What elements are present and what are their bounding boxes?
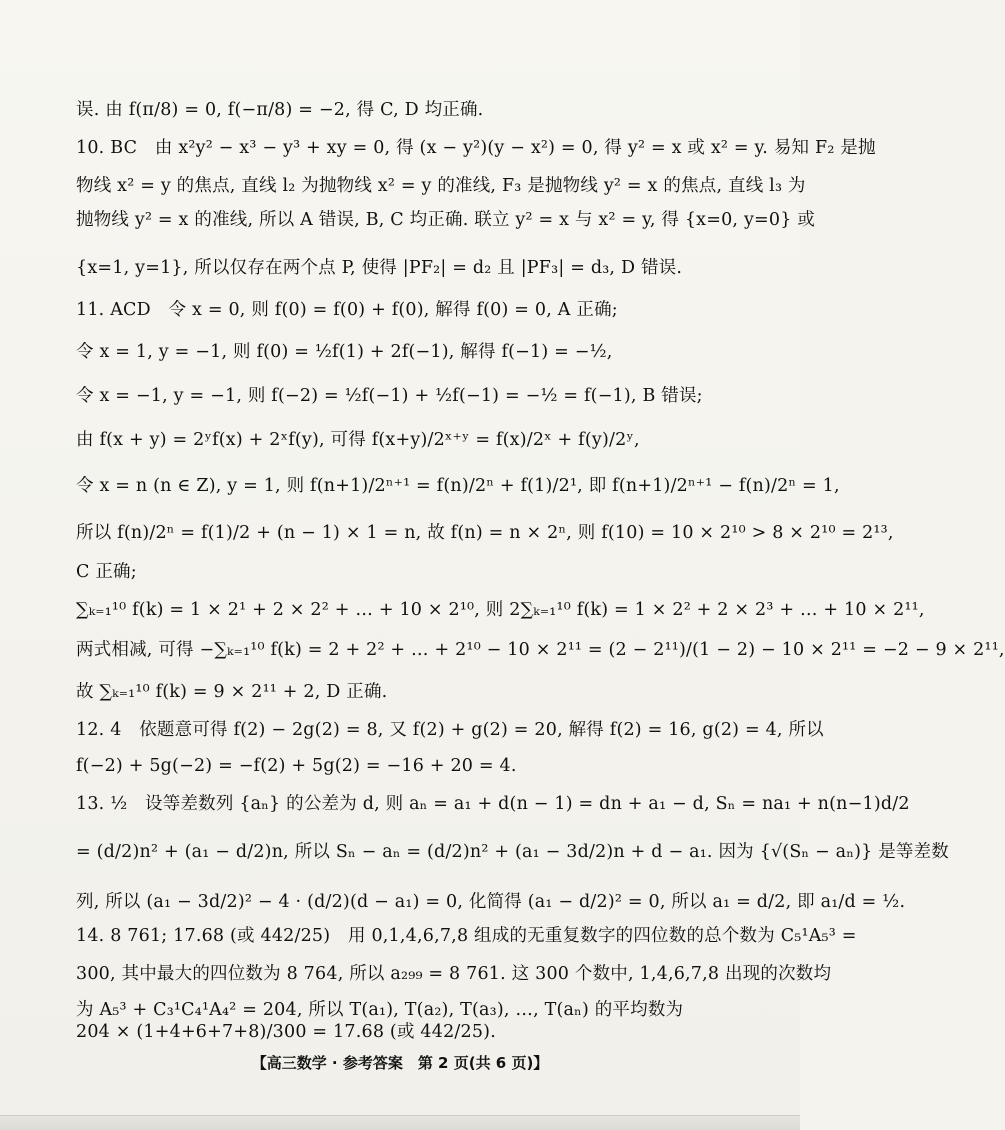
text-line: 由 f(x + y) = 2ʸf(x) + 2ˣf(y), 可得 f(x+y)/2ˣ⁺ʸ = f(x)/2ˣ + f(y)/2ʸ, (76, 430, 640, 450)
text-line: 误. 由 f(π/8) = 0, f(−π/8) = −2, 得 C, D 均正确. (76, 100, 484, 120)
text-line: 列, 所以 (a₁ − 3d/2)² − 4 · (d/2)(d − a₁) = 0, 化简得 (a₁ − d/2)² = 0, 所以 a₁ = d/2, 即 a₁/d = ½. (76, 892, 906, 912)
text-line: = (d/2)n² + (a₁ − d/2)n, 所以 Sₙ − aₙ = (d/2)n² + (a₁ − 3d/2)n + d − a₁. 因为 {√(Sₙ − aₙ)} 是等差数 (76, 842, 950, 862)
text-line: C 正确; (76, 562, 137, 582)
text-line: 令 x = −1, y = −1, 则 f(−2) = ½f(−1) + ½f(−1) = −½ = f(−1), B 错误; (76, 386, 703, 406)
text-line: 14. 8 761; 17.68 (或 442/25) 用 0,1,4,6,7,8 组成的无重复数字的四位数的总个数为 C₅¹A₅³ = (76, 926, 857, 946)
text-line: 所以 f(n)/2ⁿ = f(1)/2 + (n − 1) × 1 = n, 故 f(n) = n × 2ⁿ, 则 f(10) = 10 × 2¹⁰ > 8 × 2¹⁰ = 2¹³, (76, 523, 894, 543)
text-line: 两式相减, 可得 −∑ₖ₌₁¹⁰ f(k) = 2 + 2² + … + 2¹⁰ − 10 × 2¹¹ = (2 − 2¹¹)/(1 − 2) − 10 × 2¹¹ = −2 − 9 × 2¹¹, (76, 640, 1005, 660)
page-footer: 【高三数学 · 参考答案 第 2 页(共 6 页)】 (251, 1054, 549, 1072)
text-line: 故 ∑ₖ₌₁¹⁰ f(k) = 9 × 2¹¹ + 2, D 正确. (76, 682, 388, 702)
text-line: 物线 x² = y 的焦点, 直线 l₂ 为抛物线 x² = y 的准线, F₃ 是抛物线 y² = x 的焦点, 直线 l₃ 为 (76, 176, 806, 196)
text-line: 204 × (1+4+6+7+8)/300 = 17.68 (或 442/25). (76, 1022, 496, 1042)
text-line: 令 x = 1, y = −1, 则 f(0) = ½f(1) + 2f(−1), 解得 f(−1) = −½, (76, 342, 613, 362)
text-line: ∑ₖ₌₁¹⁰ f(k) = 1 × 2¹ + 2 × 2² + … + 10 × 2¹⁰, 则 2∑ₖ₌₁¹⁰ f(k) = 1 × 2² + 2 × 2³ + … + 10 × 2¹¹, (76, 600, 925, 620)
text-line: 10. BC 由 x²y² − x³ − y³ + xy = 0, 得 (x − y²)(y − x²) = 0, 得 y² = x 或 x² = y. 易知 F₂ 是抛 (76, 138, 876, 158)
text-line: 12. 4 依题意可得 f(2) − 2g(2) = 8, 又 f(2) + g(2) = 20, 解得 f(2) = 16, g(2) = 4, 所以 (76, 720, 824, 740)
text-line: {x=1, y=1}, 所以仅存在两个点 P, 使得 |PF₂| = d₂ 且 |PF₃| = d₃, D 错误. (76, 258, 683, 278)
text-line: f(−2) + 5g(−2) = −f(2) + 5g(2) = −16 + 20 = 4. (76, 756, 517, 776)
text-line: 令 x = n (n ∈ Z), y = 1, 则 f(n+1)/2ⁿ⁺¹ = f(n)/2ⁿ + f(1)/2¹, 即 f(n+1)/2ⁿ⁺¹ − f(n)/2ⁿ = 1, (76, 476, 840, 496)
page-bottom-edge (0, 1115, 800, 1130)
text-line: 为 A₅³ + C₃¹C₄¹A₄² = 204, 所以 T(a₁), T(a₂), T(a₃), …, T(aₙ) 的平均数为 (76, 1000, 684, 1020)
text-line: 抛物线 y² = x 的准线, 所以 A 错误, B, C 均正确. 联立 y² = x 与 x² = y, 得 {x=0, y=0} 或 (76, 210, 816, 230)
text-line: 300, 其中最大的四位数为 8 764, 所以 a₂₉₉ = 8 761. 这 300 个数中, 1,4,6,7,8 出现的次数均 (76, 964, 832, 984)
text-line: 11. ACD 令 x = 0, 则 f(0) = f(0) + f(0), 解得 f(0) = 0, A 正确; (76, 300, 618, 320)
text-line: 13. ½ 设等差数列 {aₙ} 的公差为 d, 则 aₙ = a₁ + d(n − 1) = dn + a₁ − d, Sₙ = na₁ + n(n−1)d/2 (76, 794, 910, 814)
